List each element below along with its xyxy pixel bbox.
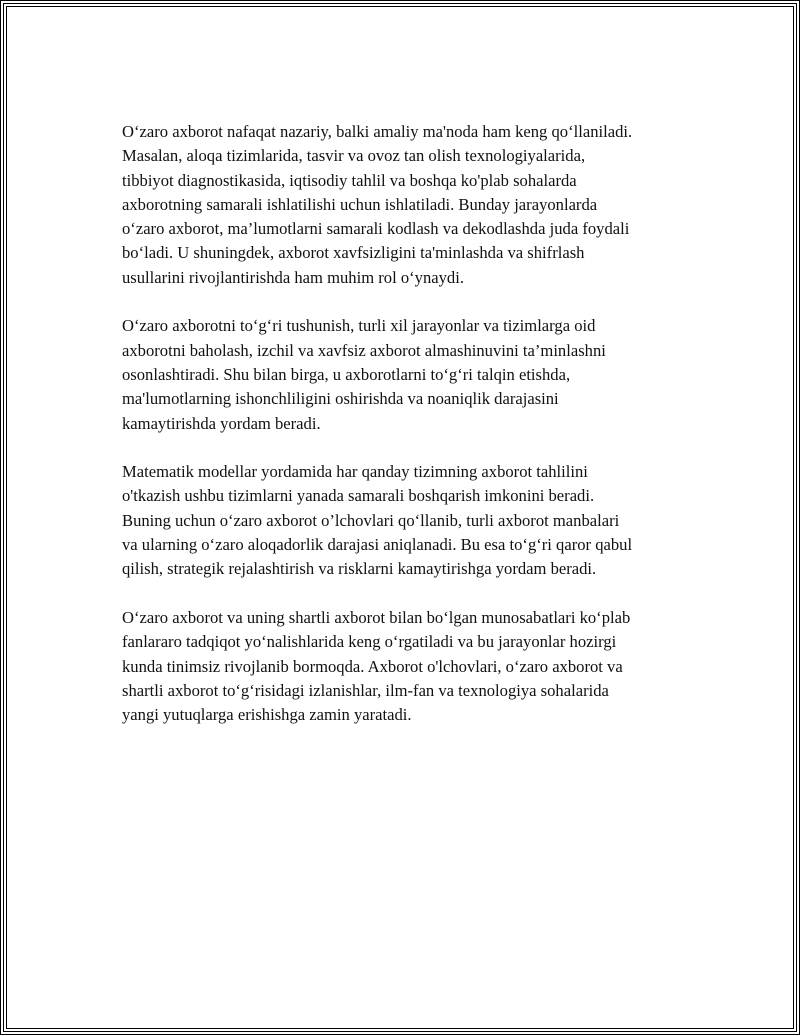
paragraph-3: Matematik modellar yordamida har qanday tizimning axborot tahlilini o'tkazish ushbu tizimlarni yanada samarali boshqarish imkonini beradi. Buning uchun o‘zaro axborot o’lchovlari qo‘llanib, turli axborot manbalari va ularning o‘zaro aloqadorlik darajasi aniqlanadi. Bu esa to‘g‘ri qaror qabul qilish, strategik rejalashtirish va risklarni kamaytirishga yordam beradi. [122,462,633,579]
document-body [122,120,702,752]
paragraph-2: O‘zaro axborotni to‘g‘ri tushunish, turli xil jarayonlar va tizimlarga oid axborotni baholash, izchil va xavfsiz axborot almashinuvini ta’minlashni osonlashtiradi. Shu bilan birga, u axborotlarni to‘g‘ri talqin etishda, ma'lumotlarning ishonchliligini oshirishda va noaniqlik darajasini kamaytirishda yordam beradi. [122,316,606,433]
paragraph-4: O‘zaro axborot va uning shartli axborot bilan bo‘lgan munosabatlari ko‘plab fanlararo tadqiqot yo‘nalishlarida keng o‘rgatiladi va bu jarayonlar hozirgi kunda tinimsiz rivojlanib bormoqda. Axborot o'lchovlari, o‘zaro axborot va shartli axborot to‘g‘risidagi izlanishlar, ilm-fan va texnologiya sohalarida yangi yutuqlarga erishishga zamin yaratadi. [122,607,631,725]
paragraph-1: O‘zaro axborot nafaqat nazariy, balki amaliy ma'noda ham keng qo‘llaniladi. Masalan, aloqa tizimlarida, tasvir va ovoz tan olish texnologiyalarida, tibbiyot diagnostikasida, iqtisodiy tahlil va boshqa ko'plab sohalarda axborotning samarali ishlatilishi uchun ishlatiladi. Bunday jarayonlarda o‘zaro axborot, ma’lumotlarni samarali kodlash va dekodlashda juda foydali bo‘ladi. U shuningdek, axborot xavfsizligini ta'minlashda va shifrlash usullarini rivojlantirishda ham muhim rol o‘ynaydi. [122,122,633,287]
